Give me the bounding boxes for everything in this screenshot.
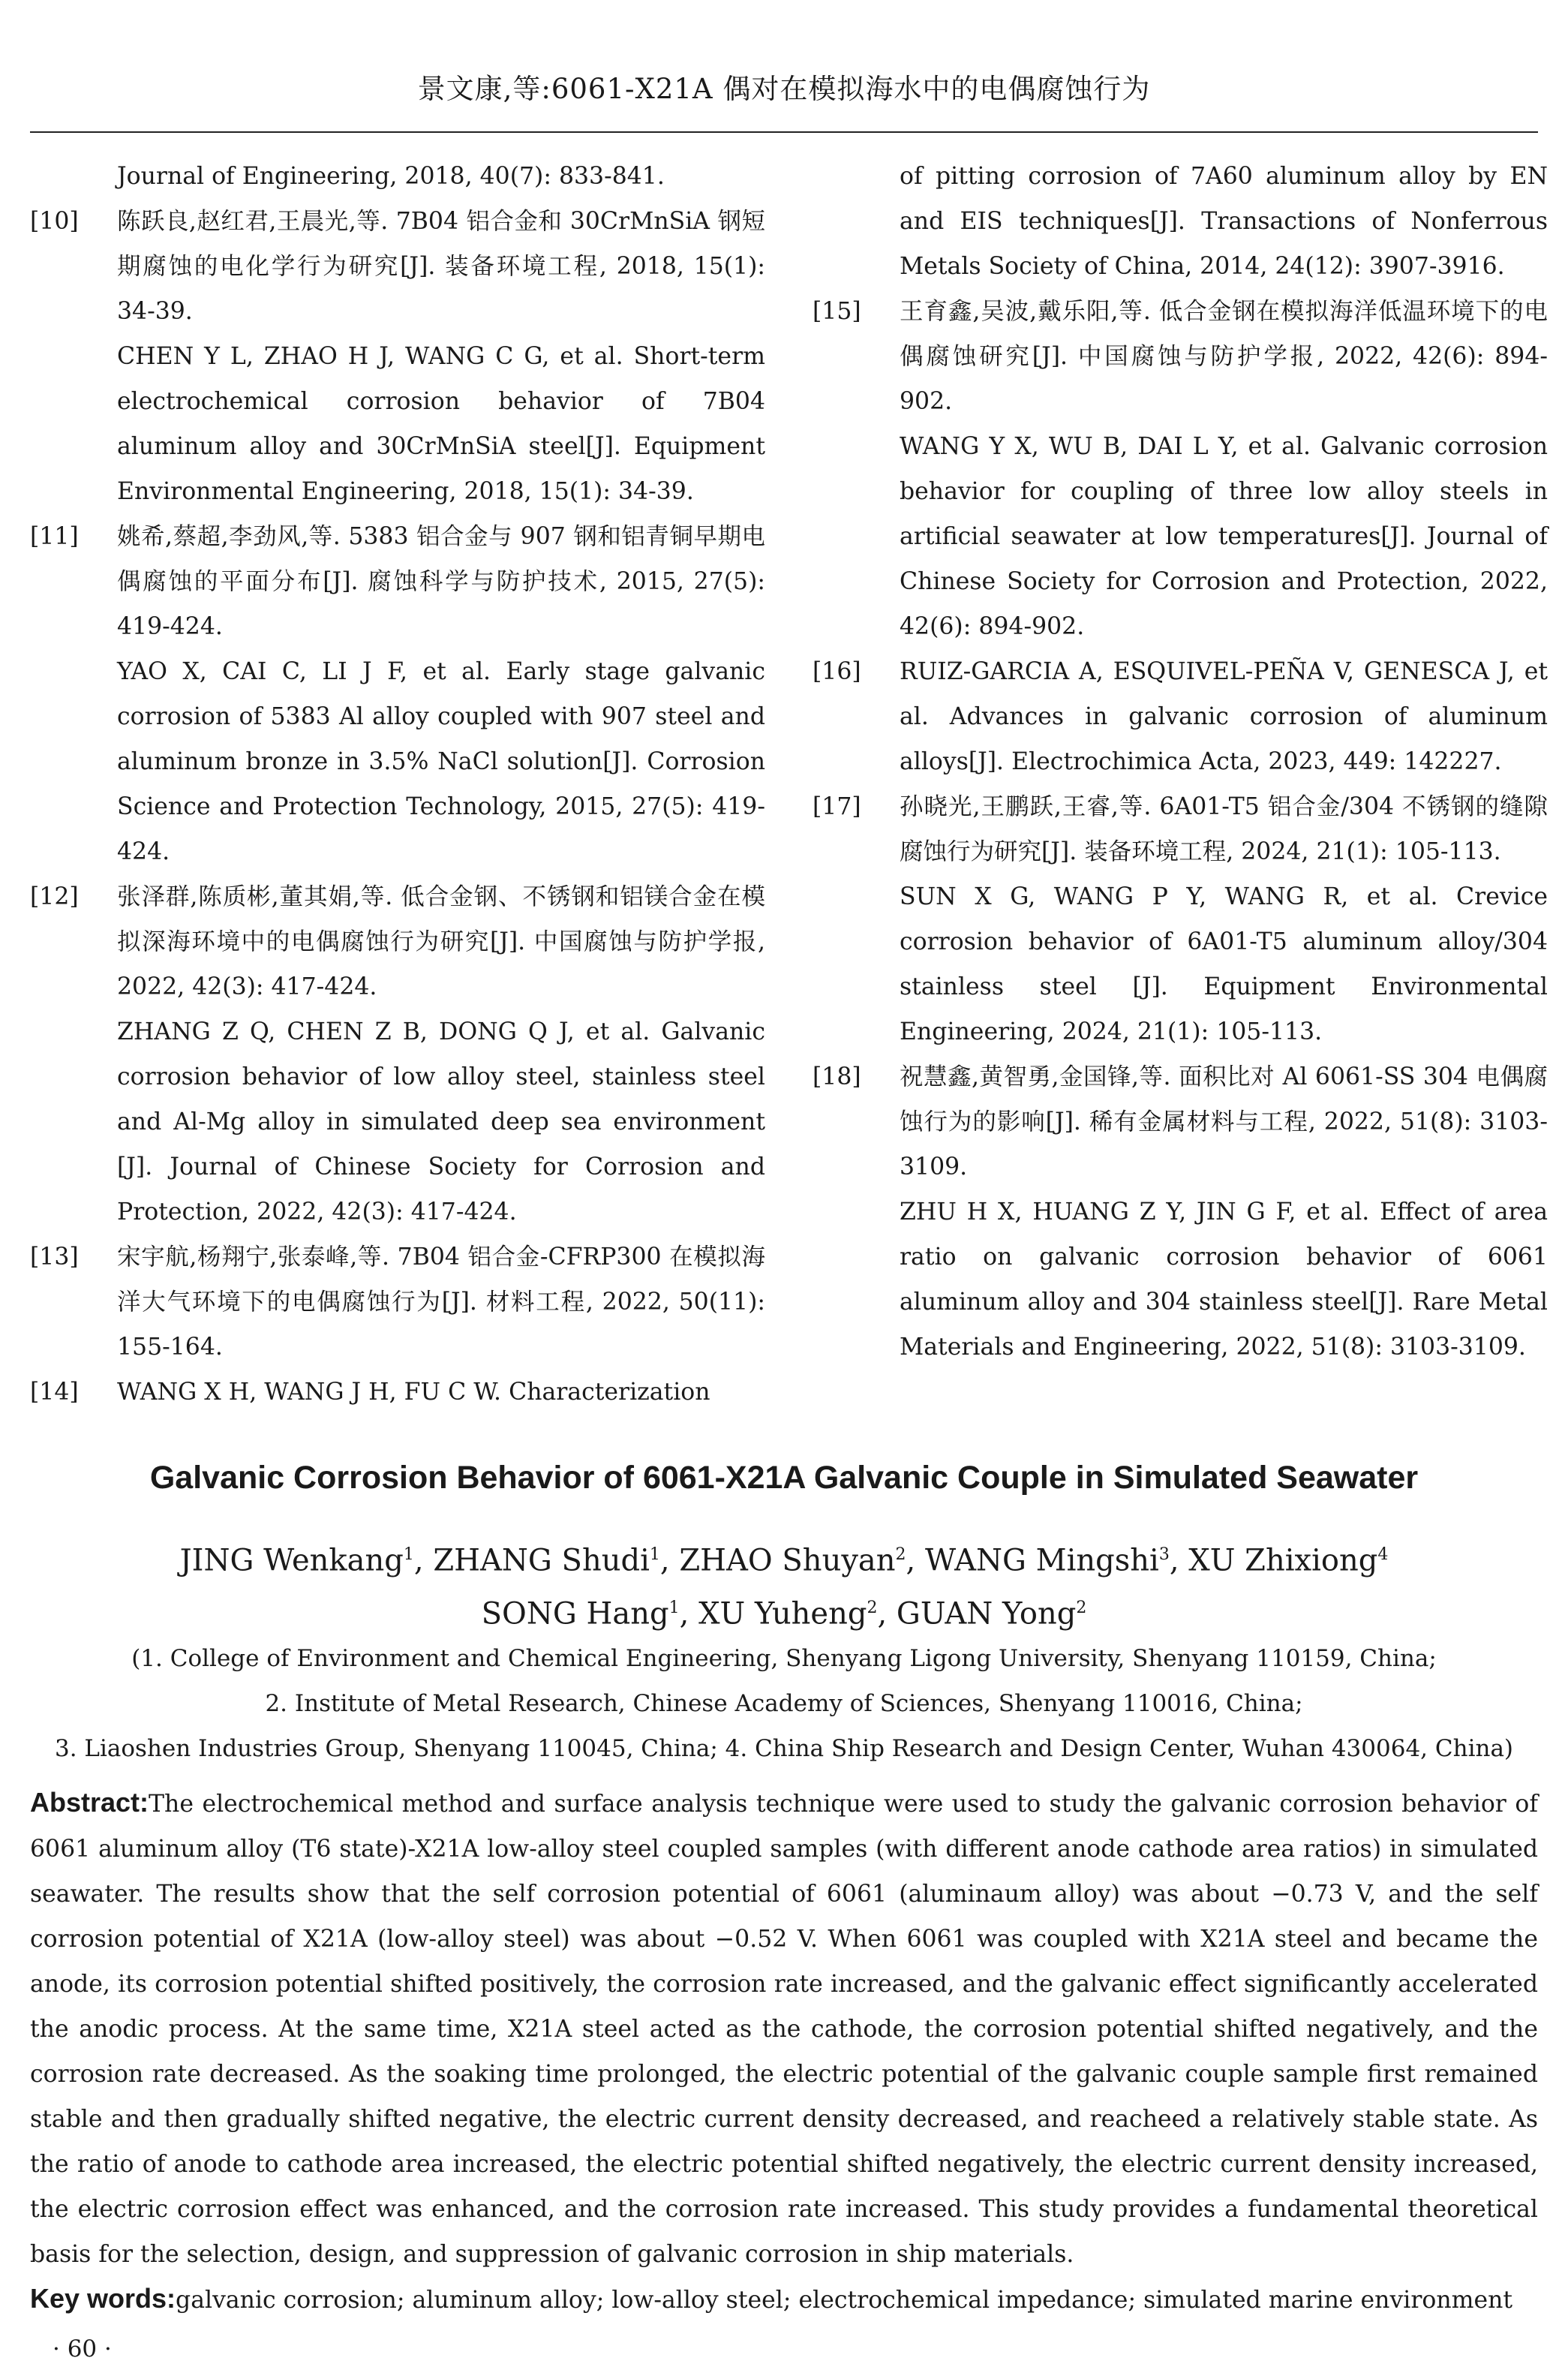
affiliations <box>30 1636 1538 1771</box>
keywords <box>30 2283 1538 2314</box>
author-affiliation-mark: 3 <box>1158 1545 1170 1564</box>
reference-text: ZHANG Z Q, CHEN Z B, DONG Q J, et al. Galvanic corrosion behavior of low alloy steel, stainless steel and Al-Mg alloy in simulated deep sea environment [J]. Journal of Chinese Society for Corrosion and Protection, 2022, 42(3): 417-424. <box>117 1018 765 1226</box>
affiliation-line: 3. Liaoshen Industries Group, Shenyang 110045, China; 4. China Ship Research and Design Center, Wuhan 430064, China) <box>54 1735 1514 1762</box>
abstract-text: The electrochemical method and surface analysis technique were used to study the galvanic corrosion behavior of 6061 aluminum alloy (T6 state)-X21A low-alloy steel coupled samples (with different anode cathode area ratios) in simulated seawater. The results show that the self corrosion potential of 6061 (aluminaum alloy) was about −0.73 V, and the self corrosion potential of X21A (low-alloy steel) was about −0.52 V. When 6061 was coupled with X21A steel and became the anode, its corrosion potential shifted positively, the corrosion rate increased, and the galvanic effect significantly accelerated the anodic process. At the same time, X21A steel acted as the cathode, the corrosion potential shifted negatively, and the corrosion rate decreased. As the soaking time prolonged, the electric potential of the galvanic couple sample first remained stable and then gradually shifted negative, the electric current density decreased, and reacheed a relatively stable state. As the ratio of anode to cathode area increased, the electric potential shifted negatively, the electric current density increased, the electric corrosion effect was enhanced, and the corrosion rate increased. This study provides a fundamental theoretical basis for the selection, design, and suppression of galvanic corrosion in ship materials. <box>30 1791 1538 2268</box>
reference-text: of pitting corrosion of 7A60 aluminum alloy by EN and EIS techniques[J]. Transactions of Nonferrous Metals Society of China, 2014, 24(12): 3907-3916. <box>900 163 1548 280</box>
author-name: ZHAO Shuyan <box>679 1543 896 1578</box>
references-left-column <box>30 154 765 1415</box>
author-affiliation-mark: 1 <box>649 1545 660 1564</box>
author-name: SONG Hang <box>481 1596 669 1632</box>
author-name: ZHANG Shudi <box>433 1543 650 1578</box>
reference-text: 孙晓光,王鹏跃,王睿,等. 6A01-T5 铝合金/304 不锈钢的缝隙腐蚀行为研究[J]. 装备环境工程, 2024, 21(1): 105-113. <box>900 793 1548 865</box>
affiliation-line: (1. College of Environment and Chemical Engineering, Shenyang Ligong University, Shenyang 110159, China; <box>131 1645 1437 1672</box>
reference-text: SUN X G, WANG P Y, WANG R, et al. Crevice corrosion behavior of 6A01-T5 aluminum alloy/304 stainless steel [J]. Equipment Environmental Engineering, 2024, 21(1): 105-113. <box>900 883 1548 1045</box>
reference-entry <box>30 199 765 514</box>
reference-number: [11] <box>30 523 79 550</box>
reference-entry <box>813 649 1548 784</box>
reference-number: [13] <box>30 1244 79 1271</box>
reference-text: YAO X, CAI C, LI J F, et al. Early stage galvanic corrosion of 5383 Al alloy coupled with 907 steel and aluminum bronze in 3.5% NaCl solution[J]. Corrosion Science and Protection Technology, 2015, 27(5): 419-424. <box>117 658 765 865</box>
reference-entry <box>30 514 765 874</box>
reference-text: 王育鑫,吴波,戴乐阳,等. 低合金钢在模拟海洋低温环境下的电偶腐蚀研究[J]. 中国腐蚀与防护学报, 2022, 42(6): 894-902. <box>900 298 1548 415</box>
reference-text: RUIZ-GARCIA A, ESQUIVEL-PEÑA V, GENESCA J, et al. Advances in galvanic corrosion of aluminum alloys[J]. Electrochimica Acta, 2023, 449: 142227. <box>900 658 1548 775</box>
reference-text: WANG Y X, WU B, DAI L Y, et al. Galvanic corrosion behavior for coupling of three low alloy steels in artificial seawater at low temperatures[J]. Journal of Chinese Society for Corrosion and Protection, 2022, 42(6): 894-902. <box>900 433 1548 640</box>
reference-entry <box>30 1235 765 1370</box>
reference-text: Journal of Engineering, 2018, 40(7): 833-841. <box>117 163 665 190</box>
reference-text: 祝慧鑫,黄智勇,金国锋,等. 面积比对 Al 6061-SS 304 电偶腐蚀行为的影响[J]. 稀有金属材料与工程, 2022, 51(8): 3103-3109. <box>900 1063 1548 1180</box>
reference-entry <box>30 154 765 199</box>
author-name: JING Wenkang <box>179 1543 404 1578</box>
english-title: Galvanic Corrosion Behavior of 6061-X21A Galvanic Couple in Simulated Seawater <box>149 1460 1419 1496</box>
reference-text: WANG X H, WANG J H, FU C W. Characterization <box>117 1379 710 1406</box>
reference-number: [18] <box>813 1063 861 1090</box>
author-affiliation-mark: 4 <box>1377 1545 1389 1564</box>
reference-entry <box>30 1370 765 1415</box>
author-name: GUAN Yong <box>896 1596 1077 1632</box>
authors-line-1: JING Wenkang$^1$, ZHANG Shudi$^1$, ZHAO Shuyan$^2$, WANG Mingshi$^3$, XU Zhixiong$^4$ <box>179 1543 1389 1578</box>
authors <box>90 1531 1478 1638</box>
reference-entry <box>30 874 765 1235</box>
affiliation-line: 2. Institute of Metal Research, Chinese Academy of Sciences, Shenyang 110016, China; <box>265 1690 1303 1717</box>
header-rule <box>30 131 1538 133</box>
reference-number: [15] <box>813 298 861 325</box>
author-name: XU Yuheng <box>698 1596 867 1632</box>
reference-text: 姚希,蔡超,李劲风,等. 5383 铝合金与 907 钢和铝青铜早期电偶腐蚀的平面分布[J]. 腐蚀科学与防护技术, 2015, 27(5): 419-424. <box>117 523 765 640</box>
running-header: 景文康,等:6061-X21A 偶对在模拟海水中的电偶腐蚀行为 <box>417 73 1151 105</box>
author-affiliation-mark: 2 <box>867 1599 878 1618</box>
reference-entry <box>813 784 1548 1054</box>
authors-line-2: SONG Hang$^1$, XU Yuheng$^2$, GUAN Yong$^2$ <box>481 1596 1087 1632</box>
author-affiliation-mark: 2 <box>1076 1599 1087 1618</box>
reference-entry <box>813 289 1548 649</box>
author-name: XU Zhixiong <box>1188 1543 1378 1578</box>
author-affiliation-mark: 1 <box>668 1599 680 1618</box>
reference-number: [12] <box>30 883 79 910</box>
references-right-column <box>813 154 1548 1370</box>
reference-number: [10] <box>30 208 79 235</box>
abstract <box>30 1780 1538 2277</box>
keywords-label: Key words: <box>30 2283 176 2314</box>
reference-number: [16] <box>813 658 861 685</box>
reference-number: [14] <box>30 1379 79 1406</box>
reference-text: ZHU H X, HUANG Z Y, JIN G F, et al. Effect of area ratio on galvanic corrosion behavior of 6061 aluminum alloy and 304 stainless steel[J]. Rare Metal Materials and Engineering, 2022, 51(8): 3103-3109. <box>900 1199 1548 1361</box>
keywords-text: galvanic corrosion; aluminum alloy; low-alloy steel; electrochemical impedance; simulated marine environment <box>176 2287 1513 2314</box>
abstract-label: Abstract: <box>30 1787 149 1818</box>
page-number: · 60 · <box>53 2335 112 2362</box>
reference-entry <box>813 154 1548 289</box>
reference-text: 张泽群,陈质彬,董其娟,等. 低合金钢、不锈钢和铝镁合金在模拟深海环境中的电偶腐蚀行为研究[J]. 中国腐蚀与防护学报, 2022, 42(3): 417-424. <box>117 883 765 1000</box>
reference-text: 宋宇航,杨翔宁,张泰峰,等. 7B04 铝合金-CFRP300 在模拟海洋大气环境下的电偶腐蚀行为[J]. 材料工程, 2022, 50(11): 155-164. <box>117 1244 765 1361</box>
author-affiliation-mark: 1 <box>403 1545 414 1564</box>
author-name: WANG Mingshi <box>924 1543 1159 1578</box>
author-affiliation-mark: 2 <box>895 1545 906 1564</box>
reference-text: 陈跃良,赵红君,王晨光,等. 7B04 铝合金和 30CrMnSiA 钢短期腐蚀的电化学行为研究[J]. 装备环境工程, 2018, 15(1): 34-39. <box>117 208 765 325</box>
reference-number: [17] <box>813 793 861 820</box>
reference-entry <box>813 1054 1548 1370</box>
reference-text: CHEN Y L, ZHAO H J, WANG C G, et al. Short-term electrochemical corrosion behavior of 7B04 aluminum alloy and 30CrMnSiA steel[J]. Equipment Environmental Engineering, 2018, 15(1): 34-39. <box>117 343 765 505</box>
